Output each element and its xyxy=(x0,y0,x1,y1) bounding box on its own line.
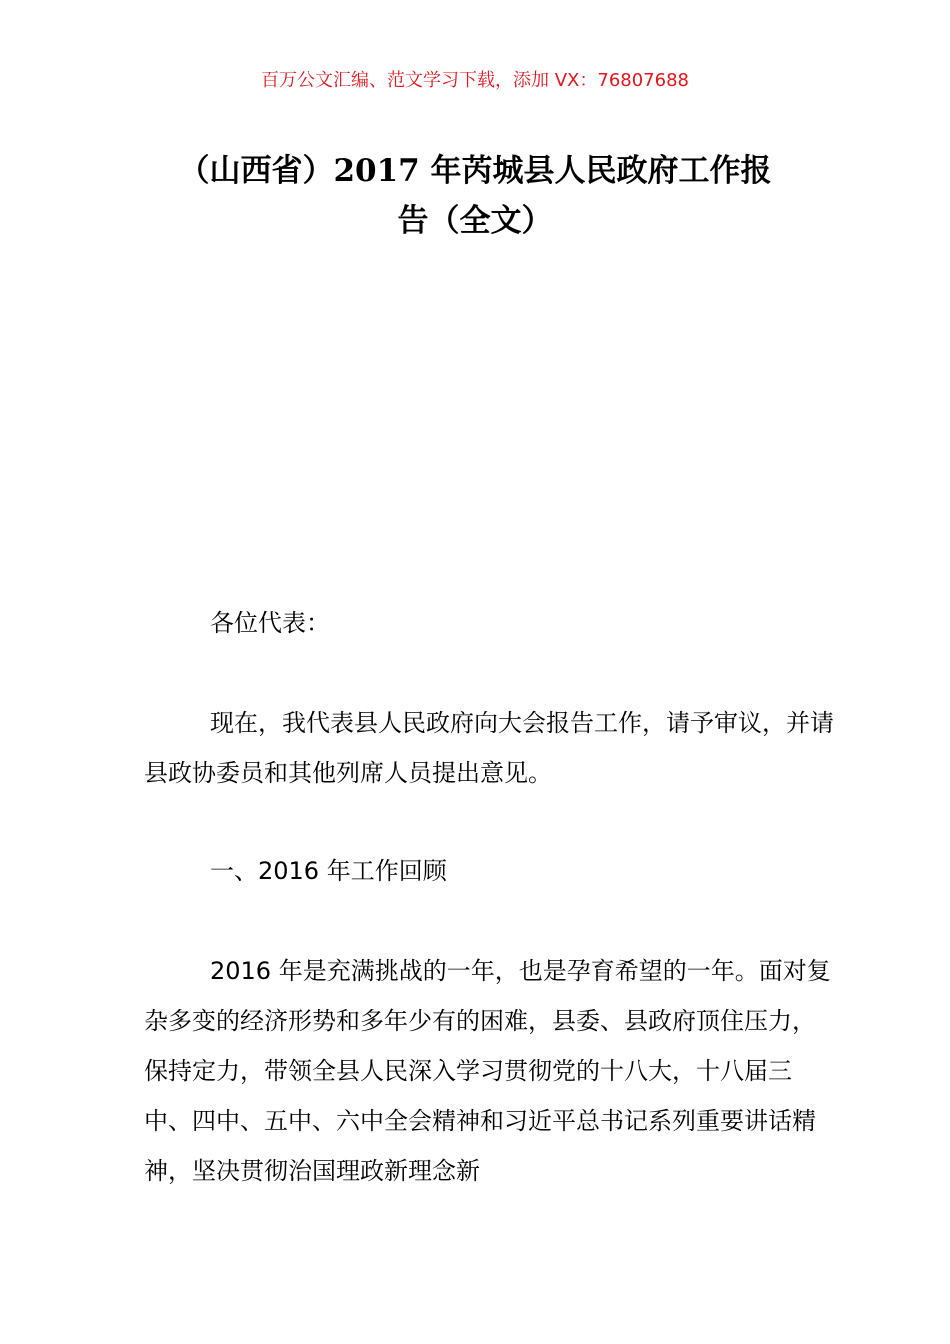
greeting-paragraph: 各位代表： xyxy=(210,609,330,637)
section-heading-block xyxy=(144,846,834,896)
document-title-line-1: （山西省）2017 年芮城县人民政府工作报 xyxy=(178,153,772,189)
document-title-line-2: 告（全文） xyxy=(397,203,553,239)
review-block xyxy=(144,946,834,1196)
intro-block xyxy=(144,698,834,798)
header-promo-note: 百万公文汇编、范文学习下载，添加 VX：76807688 xyxy=(261,70,689,91)
review-paragraph: 2016 年是充满挑战的一年，也是孕育希望的一年。面对复杂多变的经济形势和多年少有的困难，县委、县政府顶住压力，保持定力，带领全县人民深入学习贯彻党的十八大，十八届三中、四中、五中、六中全会精神和习近平总书记系列重要讲话精神，坚决贯彻治国理政新理念新 xyxy=(144,957,831,1185)
greeting-block xyxy=(144,598,834,648)
section-heading: 一、2016 年工作回顾 xyxy=(210,857,447,885)
document-title xyxy=(120,146,830,246)
intro-paragraph: 现在，我代表县人民政府向大会报告工作，请予审议，并请县政协委员和其他列席人员提出意见。 xyxy=(144,709,834,787)
